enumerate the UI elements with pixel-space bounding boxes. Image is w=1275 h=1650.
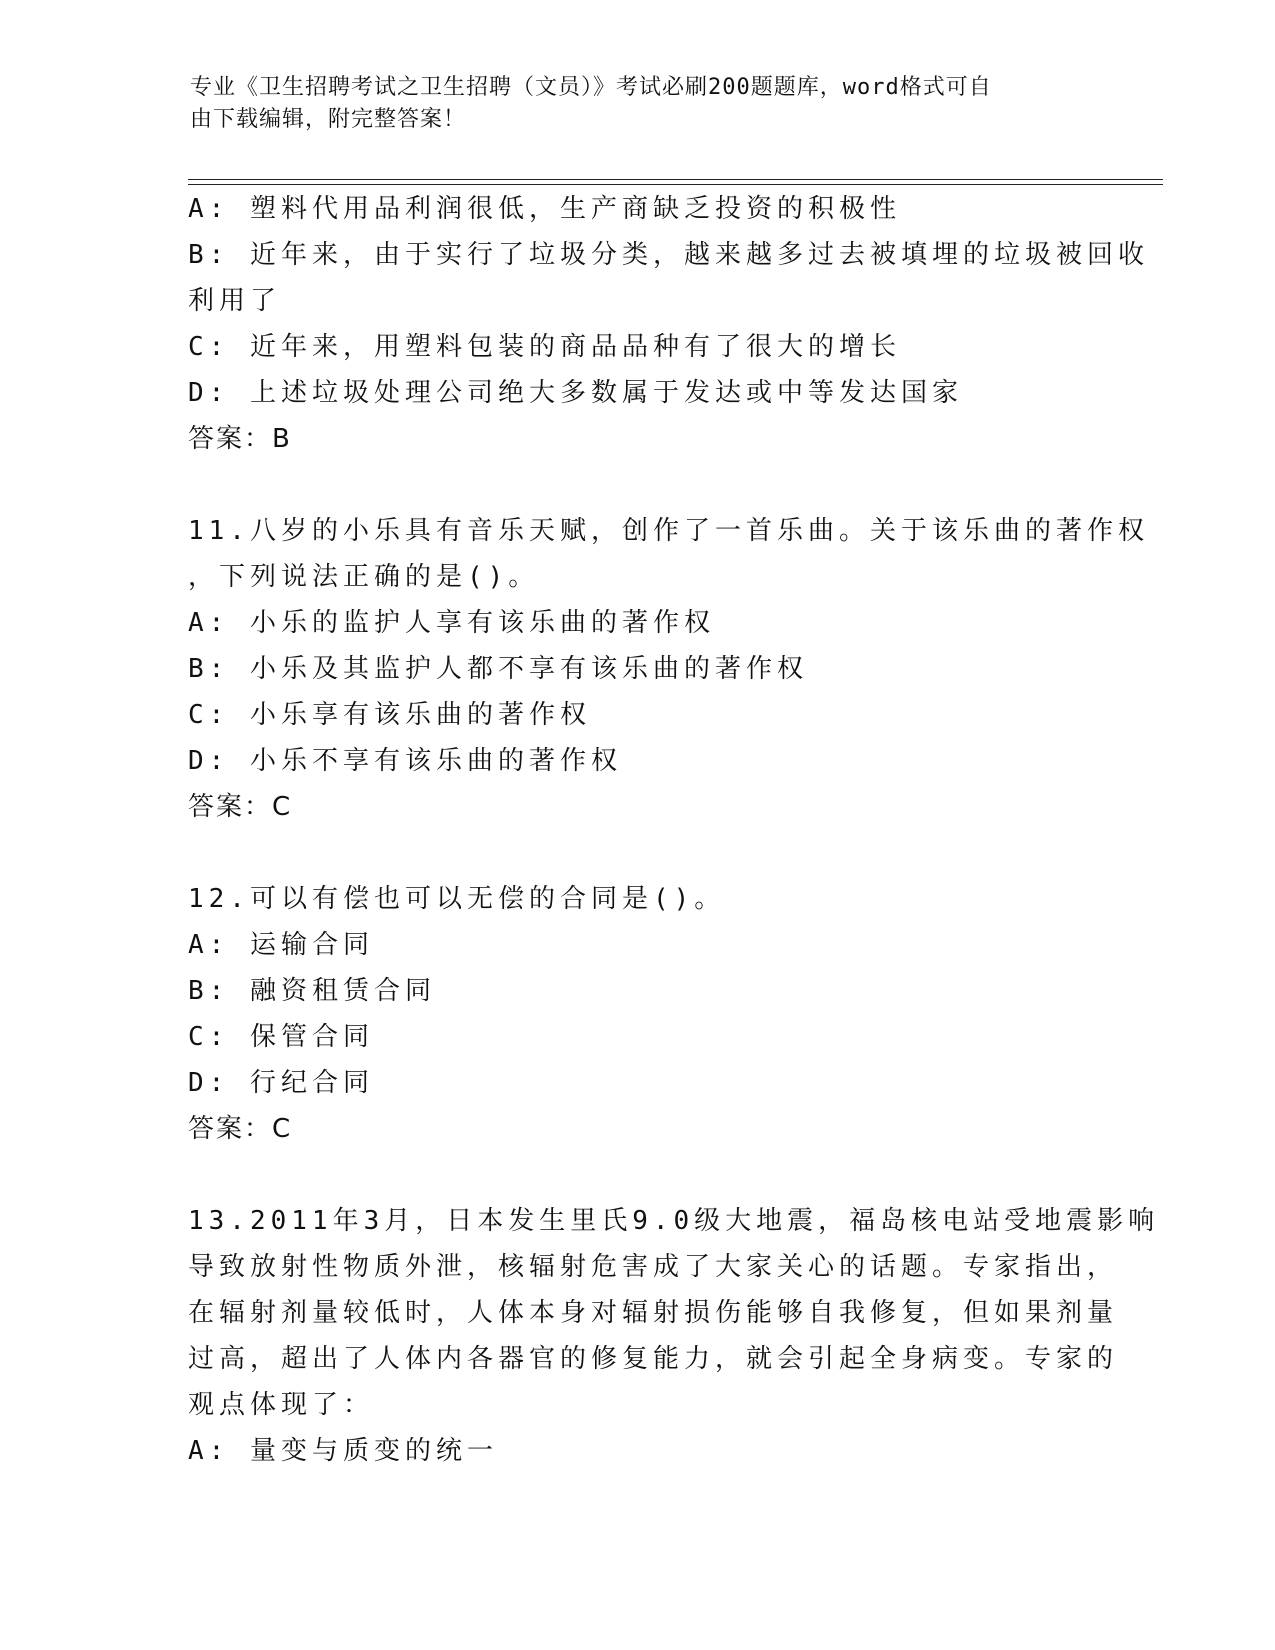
option-b: B: 近年来，由于实行了垃圾分类，越来越多过去被填埋的垃圾被回收 <box>188 240 1149 270</box>
question-11 <box>188 508 1149 830</box>
question-12 <box>188 876 1088 1152</box>
option-d: D: 上述垃圾处理公司绝大多数属于发达或中等发达国家 <box>188 378 963 408</box>
answer-line: 答案：C <box>188 792 293 822</box>
question-13 <box>188 1198 1160 1474</box>
question-stem-continued: 在辐射剂量较低时，人体本身对辐射损伤能够自我修复，但如果剂量 <box>188 1298 1119 1328</box>
option-c: C: 小乐享有该乐曲的著作权 <box>188 700 591 730</box>
question-stem-continued: 观点体现了： <box>188 1390 375 1420</box>
header-line-1: 专业《卫生招聘考试之卫生招聘（文员）》考试必刷200题题库，word格式可自 <box>190 75 992 100</box>
question-stem-continued: 导致放射性物质外泄，核辐射危害成了大家关心的话题。专家指出， <box>188 1252 1119 1282</box>
question-list <box>188 186 1160 1474</box>
question-stem: 12.可以有偿也可以无偿的合同是()。 <box>188 884 726 914</box>
spacer <box>188 462 1088 508</box>
option-b-continued: 利用了 <box>188 286 282 316</box>
header-divider <box>188 179 1163 185</box>
question-10 <box>188 186 1149 462</box>
option-b: B: 小乐及其监护人都不享有该乐曲的著作权 <box>188 654 808 684</box>
option-d: D: 小乐不享有该乐曲的著作权 <box>188 746 622 776</box>
document-header <box>190 72 1090 136</box>
option-a: A: 运输合同 <box>188 930 374 960</box>
option-c: C: 近年来，用塑料包装的商品品种有了很大的增长 <box>188 332 901 362</box>
option-a: A: 小乐的监护人享有该乐曲的著作权 <box>188 608 715 638</box>
answer-line: 答案：C <box>188 1114 293 1144</box>
option-c: C: 保管合同 <box>188 1022 374 1052</box>
answer-line: 答案：B <box>188 424 292 454</box>
question-stem: 13.2011年3月，日本发生里氏9.0级大地震，福岛核电站受地震影响 <box>188 1206 1160 1236</box>
question-stem-continued: 过高，超出了人体内各器官的修复能力，就会引起全身病变。专家的 <box>188 1344 1119 1374</box>
option-b: B: 融资租赁合同 <box>188 976 436 1006</box>
option-d: D: 行纪合同 <box>188 1068 374 1098</box>
question-stem: 11.八岁的小乐具有音乐天赋，创作了一首乐曲。关于该乐曲的著作权 <box>188 516 1149 546</box>
spacer <box>188 1152 1088 1198</box>
header-line-2: 由下载编辑，附完整答案！ <box>190 107 467 132</box>
option-a: A: 塑料代用品利润很低，生产商缺乏投资的积极性 <box>188 194 901 224</box>
option-a: A: 量变与质变的统一 <box>188 1436 498 1466</box>
question-stem-continued: ，下列说法正确的是()。 <box>188 562 540 592</box>
spacer <box>188 830 1088 876</box>
